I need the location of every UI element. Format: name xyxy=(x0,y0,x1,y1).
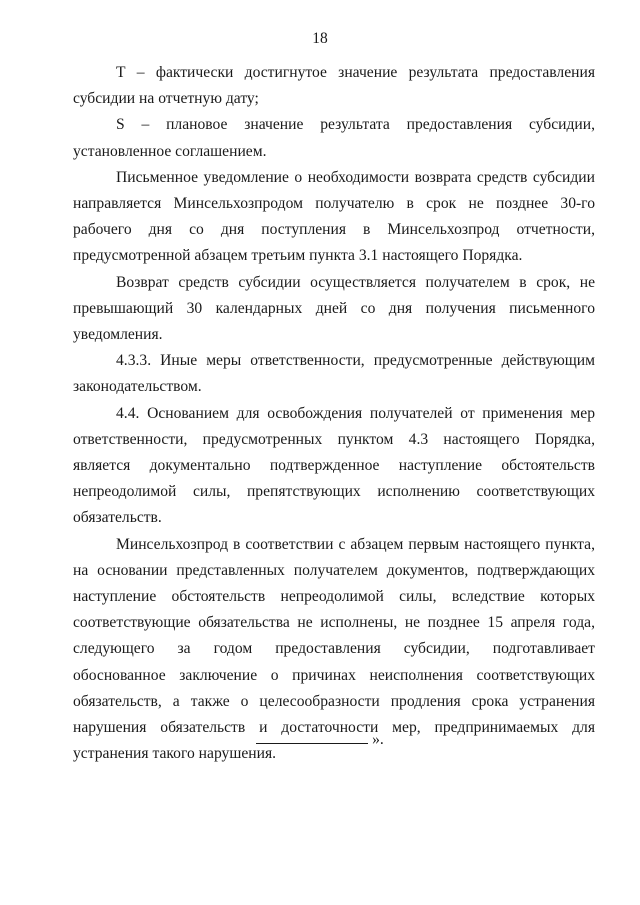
paragraph-s-definition: S – плановое значение результата предоставления субсидии, установленное соглашением. xyxy=(73,116,595,160)
closing-line xyxy=(0,728,640,752)
closing-quote-mark: ». xyxy=(372,731,384,748)
paragraph-refund-term: Возврат средств субсидии осуществляется получателем в срок, не превышающий 30 календарных дней со дня получения письменного уведомления. xyxy=(73,273,595,344)
document-body xyxy=(73,60,595,767)
paragraph-t-definition: Т – фактически достигнутое значение результата предоставления субсидии на отчетную дату; xyxy=(73,64,595,108)
paragraph-written-notice: Письменное уведомление о необходимости возврата средств субсидии направляется Минсельхозпродом получателю в срок не позднее 30-го рабочего дня со дня поступления в Минсельхозпрод отчетности, предусмотренной абзацем третьим пункта 3.1 настоящего Порядка. xyxy=(73,168,595,265)
paragraph-4-3-3: 4.3.3. Иные меры ответственности, предусмотренные действующим законодательством. xyxy=(73,352,595,396)
paragraph-4-4: 4.4. Основанием для освобождения получателей от применения мер ответственности, предусмотренных пунктом 4.3 настоящего Порядка, является документально подтвержденное наступление обстоятельств непреодолимой силы, препятствующих исполнению соответствующих обязательств. xyxy=(73,404,595,527)
closing-underline xyxy=(256,728,368,744)
page-number: 18 xyxy=(312,30,328,47)
paragraph-ministry-conclusion: Минсельхозпрод в соответствии с абзацем первым настоящего пункта, на основании представленных получателем документов, подтверждающих наступление обстоятельств непреодолимой силы, вследствие которых соответствующие обязательства не исполнены, не позднее 15 апреля года, следующего за годом предоставления субсидии, подготавливает обоснованное заключение о причинах неисполнения соответствующих обязательств, а также о целесообразности продления срока устранения нарушения обязательств и достаточности мер, предпринимаемых для устранения такого нарушения. xyxy=(73,535,595,763)
